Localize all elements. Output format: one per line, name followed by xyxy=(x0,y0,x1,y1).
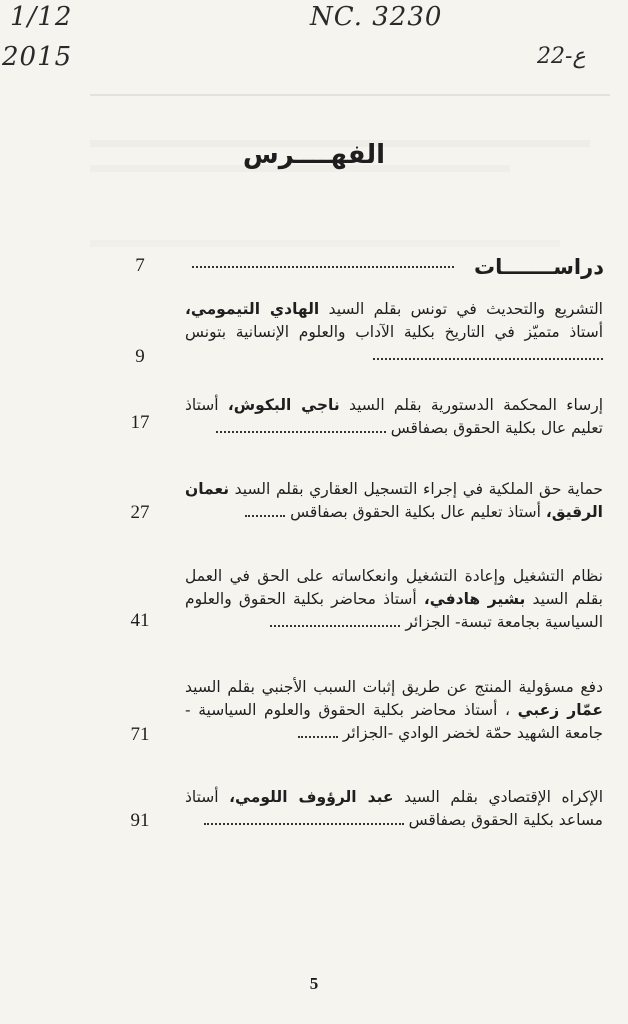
entry-page-number: 9 xyxy=(135,346,145,367)
handwritten-code: 22-ع xyxy=(537,44,586,69)
entry-affiliation: ، أستاذ محاضر بكلية الحقوق والعلوم السياسية - جامعة الشهيد حمّة لخضر الوادي -الجزائر xyxy=(185,701,603,742)
entry-author: عبد الرؤوف اللومي، xyxy=(229,788,394,806)
toc-entry xyxy=(185,478,603,524)
entry-text: دفع مسؤولية المنتج عن طريق إثبات السبب الأجنبي بقلم السيد xyxy=(185,678,603,696)
entry-affiliation: أستاذ متميّز في التاريخ بكلية الآداب والعلوم الإنسانية بتونس xyxy=(185,323,603,341)
entry-affiliation: أستاذ تعليم عال بكلية الحقوق بصفاقس xyxy=(290,503,546,521)
dot-leader xyxy=(192,266,454,268)
entry-page-number: 41 xyxy=(130,610,150,631)
dot-leader xyxy=(270,613,400,627)
entry-author: الهادي التيمومي، xyxy=(185,300,320,318)
entry-affiliation: أستاذ تعليم عال بكلية الحقوق بصفاقس xyxy=(185,396,603,437)
entry-page-number: 27 xyxy=(130,502,150,523)
dot-leader xyxy=(216,419,386,433)
entry-author: نعمان الرقيق، xyxy=(185,480,603,521)
entry-author: بشير هادفي، xyxy=(423,590,526,608)
toc-entry xyxy=(185,565,603,634)
bleed-line xyxy=(90,240,560,247)
entry-page-number: 91 xyxy=(130,810,150,831)
toc-entry xyxy=(185,298,603,367)
entry-affiliation: أستاذ محاضر بكلية الحقوق والعلوم السياسية بجامعة تبسة- الجزائر xyxy=(185,590,603,631)
section-page-number: 7 xyxy=(135,255,145,276)
bleed-line xyxy=(90,94,610,96)
section-title: دراســـــــات xyxy=(474,255,604,279)
dot-leader xyxy=(373,346,603,360)
entry-text: حماية حق الملكية في إجراء التسجيل العقاري بقلم السيد xyxy=(229,480,603,498)
entry-author: ناجي البكوش، xyxy=(227,396,340,414)
handwritten-date-day: 1/12 xyxy=(10,2,73,32)
entry-text: نظام التشغيل وإعادة التشغيل وانعكاساته على الحق في العمل بقلم السيد xyxy=(185,567,603,608)
entry-text: الإكراه الإقتصادي بقلم السيد xyxy=(393,788,603,806)
handwritten-reference: NC. 3230 xyxy=(310,2,443,32)
entry-text: التشريع والتحديث في تونس بقلم السيد xyxy=(319,300,603,318)
toc-entry xyxy=(185,676,603,745)
toc-entry xyxy=(185,786,603,832)
entry-author: عمّار زعبي xyxy=(517,701,603,719)
footer-page-number: 5 xyxy=(309,974,319,993)
entry-page-number: 17 xyxy=(130,412,150,433)
page-title: الفهــــرس xyxy=(242,140,386,170)
dot-leader xyxy=(245,503,285,517)
toc-entry xyxy=(185,394,603,440)
entry-page-number: 71 xyxy=(130,724,150,745)
entry-text: إرساء المحكمة الدستورية بقلم السيد xyxy=(339,396,604,414)
dot-leader xyxy=(204,811,404,825)
entry-affiliation: أستاذ مساعد بكلية الحقوق بصفاقس xyxy=(185,788,603,829)
dot-leader xyxy=(298,724,338,738)
handwritten-date-year: 2015 xyxy=(2,42,73,72)
